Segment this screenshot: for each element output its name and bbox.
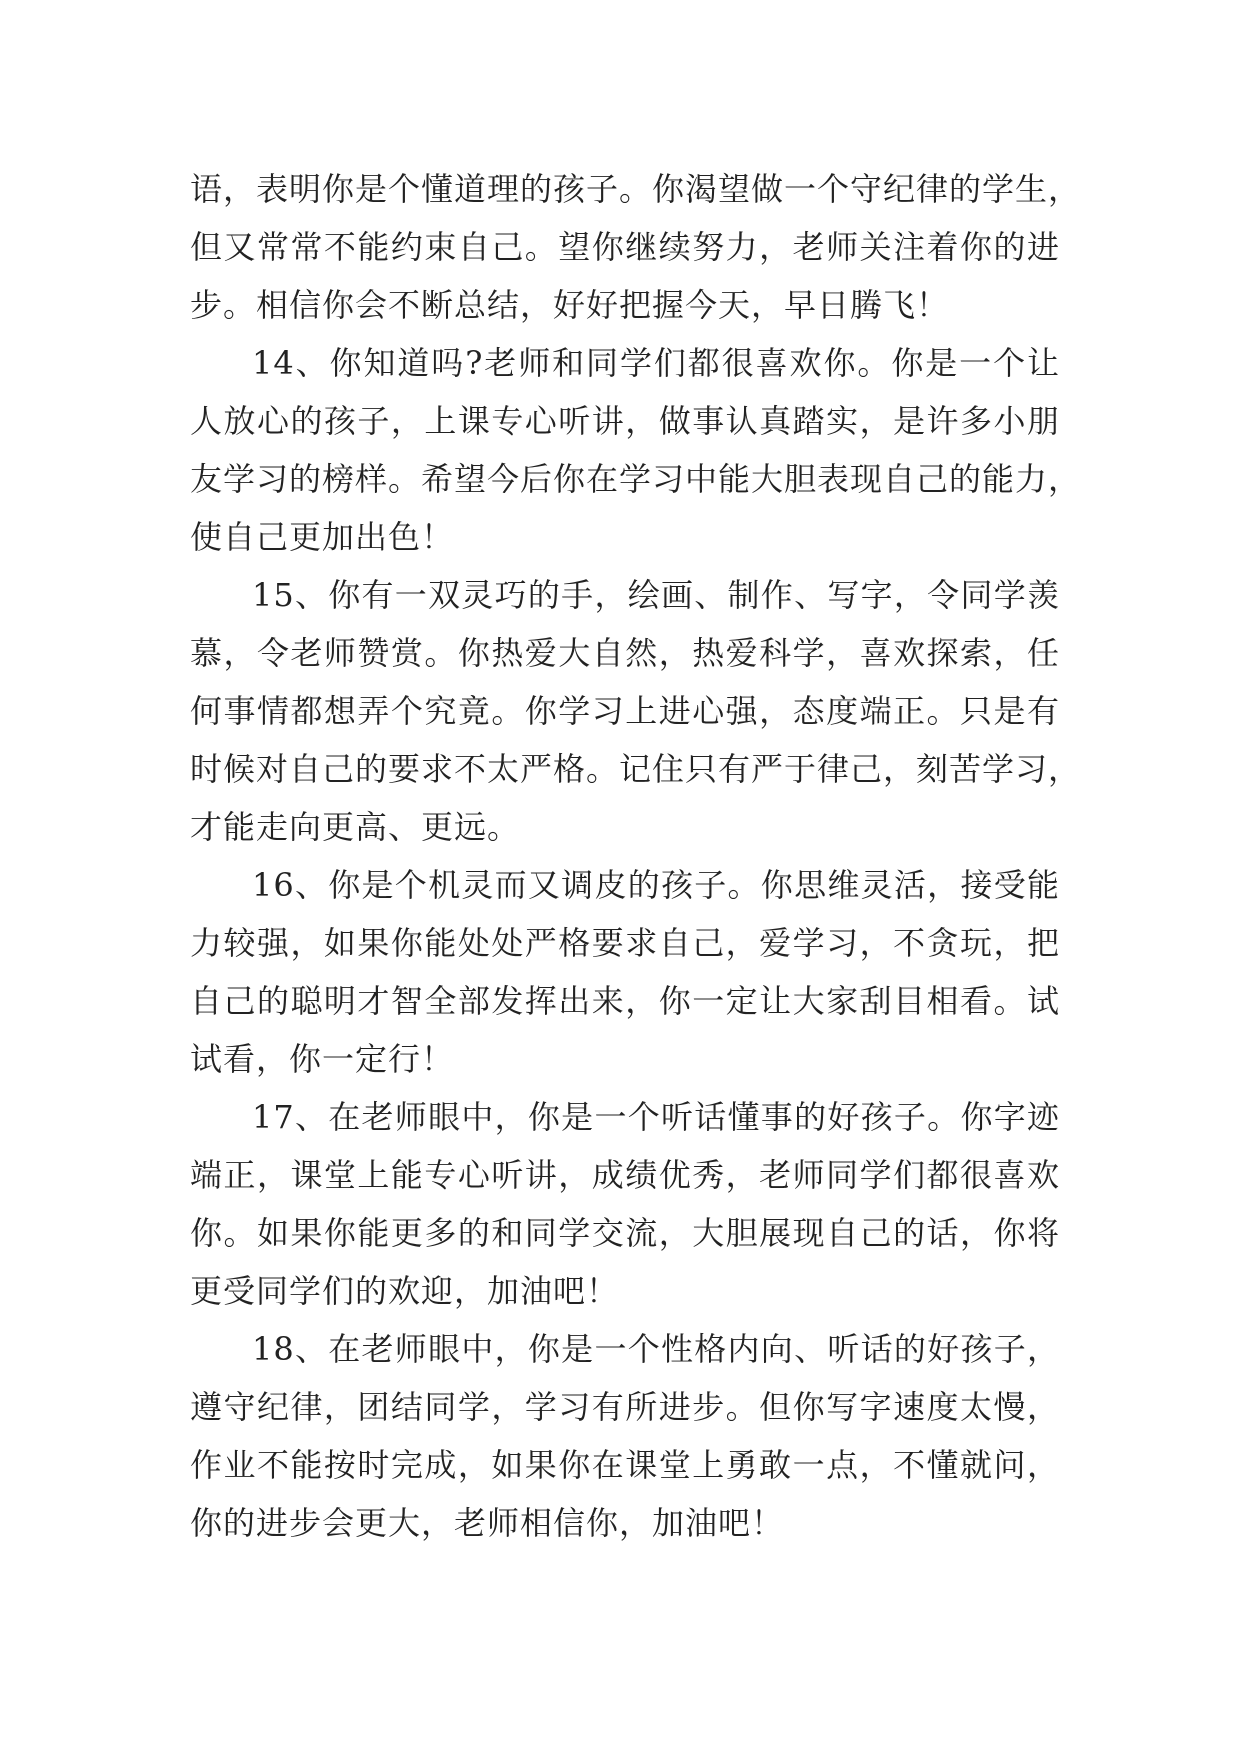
text-line: 力较强，如果你能处处严格要求自己，爱学习，不贪玩，把 [190,924,1060,962]
paragraph-first-line: 17、在老师眼中，你是一个听话懂事的好孩子。你字迹 [252,1098,1060,1136]
paragraph-first-line: 18、在老师眼中，你是一个性格内向、听话的好孩子， [252,1330,1060,1368]
text-line: 语，表明你是个懂道理的孩子。你渴望做一个守纪律的学生， [190,170,1082,208]
text-line: 更受同学们的欢迎，加油吧！ [190,1272,620,1310]
text-line: 何事情都想弄个究竟。你学习上进心强，态度端正。只是有 [190,692,1060,730]
text-line: 端正，课堂上能专心听讲，成绩优秀，老师同学们都很喜欢 [190,1156,1060,1194]
text-line: 时候对自己的要求不太严格。记住只有严于律己，刻苦学习， [190,750,1082,788]
text-line: 步。相信你会不断总结，好好把握今天，早日腾飞！ [190,286,950,324]
text-line: 你的进步会更大，老师相信你，加油吧！ [190,1504,785,1542]
text-line: 作业不能按时完成，如果你在课堂上勇敢一点，不懂就问， [190,1446,1060,1484]
text-line: 遵守纪律，团结同学，学习有所进步。但你写字速度太慢， [190,1388,1060,1426]
text-line: 才能走向更高、更远。 [190,808,521,846]
text-line: 自己的聪明才智全部发挥出来，你一定让大家刮目相看。试 [190,982,1060,1020]
text-line: 试看，你一定行！ [190,1040,455,1078]
text-line: 你。如果你能更多的和同学交流，大胆展现自己的话，你将 [190,1214,1060,1252]
text-line: 但又常常不能约束自己。望你继续努力，老师关注着你的进 [190,228,1060,266]
text-line: 慕，令老师赞赏。你热爱大自然，热爱科学，喜欢探索，任 [190,634,1060,672]
text-line: 使自己更加出色！ [190,518,455,556]
text-line: 友学习的榜样。希望今后你在学习中能大胆表现自己的能力， [190,460,1082,498]
text-line: 人放心的孩子，上课专心听讲，做事认真踏实，是许多小朋 [190,402,1060,440]
paragraph-first-line: 15、你有一双灵巧的手，绘画、制作、写字，令同学羡 [252,576,1060,614]
document-body [190,160,1082,1552]
paragraph-first-line: 14、你知道吗?老师和同学们都很喜欢你。你是一个让 [252,344,1060,382]
paragraph-first-line: 16、你是个机灵而又调皮的孩子。你思维灵活，接受能 [252,866,1060,904]
